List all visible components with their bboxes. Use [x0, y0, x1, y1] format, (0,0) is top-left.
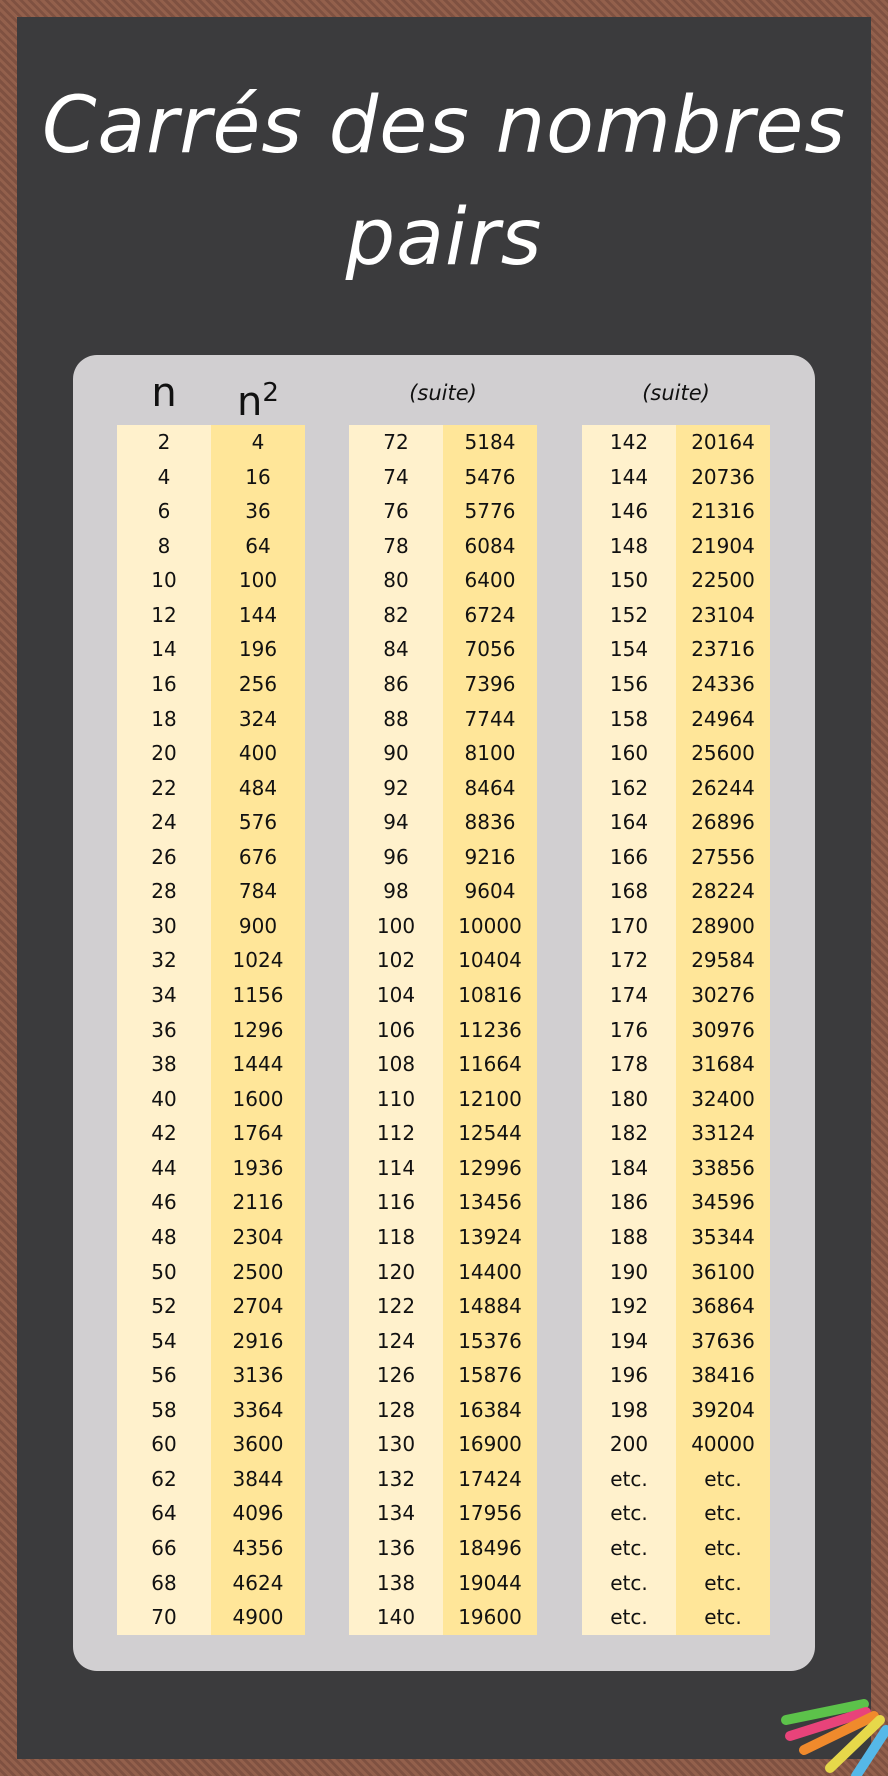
cell-square: 1156: [232, 983, 284, 1007]
cell-square: 144: [238, 602, 278, 627]
cell-n: 54: [151, 1328, 177, 1353]
cell-square: 20736: [691, 464, 755, 489]
cell-square: 24964: [691, 706, 755, 731]
cell-n: 18: [151, 706, 177, 731]
cell-n: 22: [151, 775, 177, 800]
cell-square: 1764: [232, 1121, 284, 1146]
cell-square: 1936: [232, 1155, 284, 1180]
cell-n: 176: [609, 1017, 649, 1042]
cell-n: 42: [151, 1121, 177, 1146]
cell-square: 14400: [458, 1259, 522, 1284]
cell-square: 196: [238, 637, 278, 662]
cell-n: 28: [151, 879, 177, 904]
cell-n: 122: [376, 1294, 416, 1319]
cell-n: 154: [609, 637, 649, 662]
cell-n: 68: [151, 1570, 177, 1595]
cell-square: 1600: [232, 1086, 284, 1111]
cell-square: 32400: [691, 1086, 755, 1111]
cell-n: 24: [151, 810, 177, 835]
cell-square: 34596: [691, 1190, 755, 1215]
cell-square: 400: [238, 741, 278, 766]
cell-square: 6084: [464, 533, 516, 558]
header-n: n: [151, 370, 177, 416]
cell-n: 12: [151, 602, 177, 627]
cell-square: etc.: [704, 1501, 742, 1526]
cell-square: 35344: [691, 1224, 755, 1249]
cell-square: 8464: [464, 775, 516, 800]
cell-square: 12100: [458, 1086, 522, 1111]
cell-square: 30276: [691, 983, 755, 1007]
cell-square: 1024: [232, 948, 284, 973]
cell-square: 23716: [691, 637, 755, 662]
cell-square: 484: [238, 775, 278, 800]
cell-square: 19044: [458, 1570, 522, 1595]
cell-square: 40000: [691, 1432, 755, 1457]
cell-n: 72: [383, 430, 409, 454]
cell-n: 66: [151, 1536, 177, 1560]
cell-square: 18496: [458, 1536, 522, 1560]
cell-n: 156: [609, 671, 649, 696]
cell-square: 16900: [458, 1432, 522, 1457]
cell-square: 14884: [458, 1294, 522, 1319]
cell-n: 180: [609, 1086, 649, 1111]
cell-n: 118: [376, 1224, 416, 1249]
cell-n: 138: [376, 1570, 416, 1595]
cell-n: 52: [151, 1294, 177, 1319]
cell-n: 186: [609, 1190, 649, 1215]
cell-square: 10000: [458, 913, 522, 938]
cell-n: 6: [157, 499, 171, 524]
cell-square: 15876: [458, 1363, 522, 1388]
cell-n: 112: [376, 1121, 416, 1146]
cell-square: etc.: [704, 1466, 742, 1491]
cell-square: 676: [238, 844, 278, 869]
cell-square: etc.: [704, 1570, 742, 1595]
cell-square: 10404: [458, 948, 522, 973]
cell-n: 178: [609, 1052, 649, 1077]
cell-n: 152: [609, 602, 649, 627]
cell-square: 9604: [464, 879, 516, 904]
cell-square: 11664: [458, 1052, 522, 1077]
cell-n: 90: [383, 741, 409, 766]
cell-n: 184: [609, 1155, 649, 1180]
cell-n: 134: [376, 1501, 416, 1526]
cell-square: 9216: [464, 844, 516, 869]
cell-n: 126: [376, 1363, 416, 1388]
cell-n: 196: [609, 1363, 649, 1388]
cell-n: 84: [383, 637, 409, 662]
cell-square: 4356: [232, 1536, 284, 1560]
cell-n: 106: [376, 1017, 416, 1042]
cell-n: 192: [609, 1294, 649, 1319]
cell-n: 148: [609, 533, 649, 558]
cell-n: etc.: [610, 1570, 648, 1595]
cell-n: 36: [151, 1017, 177, 1042]
cell-n: 108: [376, 1052, 416, 1077]
cell-square: 29584: [691, 948, 755, 973]
cell-square: 4096: [232, 1501, 284, 1526]
chalk-sticks-icon: [776, 1690, 888, 1776]
cell-n: 194: [609, 1328, 649, 1353]
cell-square: 17956: [458, 1501, 522, 1526]
cell-n: etc.: [610, 1605, 648, 1630]
cell-square: 16384: [458, 1397, 522, 1422]
cell-n: 174: [609, 983, 649, 1007]
cell-n: 4: [157, 464, 171, 489]
cell-n: 92: [383, 775, 409, 800]
cell-square: 30976: [691, 1017, 755, 1042]
cell-square: 8100: [464, 741, 516, 766]
cell-n: 86: [383, 671, 409, 696]
cell-square: 36: [245, 499, 271, 524]
cell-square: 3600: [232, 1432, 284, 1457]
cell-n: etc.: [610, 1536, 648, 1560]
cell-n: 128: [376, 1397, 416, 1422]
cell-n: 82: [383, 602, 409, 627]
cell-n: 38: [151, 1052, 177, 1077]
cell-square: 17424: [458, 1466, 522, 1491]
cell-square: 28900: [691, 913, 755, 938]
cell-square: 12544: [458, 1121, 522, 1146]
cell-square: 8836: [464, 810, 516, 835]
cell-square: 64: [245, 533, 271, 558]
cell-square: 1444: [232, 1052, 284, 1077]
header-suite-1: (suite): [409, 381, 477, 405]
cell-square: 19600: [458, 1605, 522, 1630]
cell-square: 36864: [691, 1294, 755, 1319]
cell-n: 166: [609, 844, 649, 869]
cell-square: etc.: [704, 1536, 742, 1560]
column-n-1: [117, 425, 211, 1635]
cell-n: 182: [609, 1121, 649, 1146]
cell-n: 116: [376, 1190, 416, 1215]
cell-square: 31684: [691, 1052, 755, 1077]
cell-square: 4900: [232, 1605, 284, 1630]
cell-n: 170: [609, 913, 649, 938]
cell-n: 40: [151, 1086, 177, 1111]
cell-n: 158: [609, 706, 649, 731]
cell-square: 100: [238, 568, 278, 593]
cell-square: 33856: [691, 1155, 755, 1180]
cell-square: 37636: [691, 1328, 755, 1353]
cell-square: 4: [251, 430, 265, 454]
column-square-2: [443, 425, 537, 1635]
cell-n: 160: [609, 741, 649, 766]
cell-n: 162: [609, 775, 649, 800]
cell-square: 24336: [691, 671, 755, 696]
cell-n: 130: [376, 1432, 416, 1457]
cell-n: 188: [609, 1224, 649, 1249]
cell-n: 80: [383, 568, 409, 593]
cell-square: 39204: [691, 1397, 755, 1422]
cell-n: 14: [151, 637, 177, 662]
cell-n: etc.: [610, 1501, 648, 1526]
cell-n: 120: [376, 1259, 416, 1284]
cell-square: 11236: [458, 1017, 522, 1042]
cell-square: 5476: [464, 464, 516, 489]
cell-n: 140: [376, 1605, 416, 1630]
cell-n: 62: [151, 1466, 177, 1491]
header-n-squared: [211, 373, 305, 425]
cell-n: 144: [609, 464, 649, 489]
cell-square: 7056: [464, 637, 516, 662]
cell-n: 114: [376, 1155, 416, 1180]
column-square-3: [676, 425, 770, 1635]
cell-square: 3844: [232, 1466, 284, 1491]
cell-n: 76: [383, 499, 409, 524]
cell-square: 256: [238, 671, 278, 696]
cell-square: 6400: [464, 568, 516, 593]
cell-n: 132: [376, 1466, 416, 1491]
cell-n: 8: [157, 533, 171, 558]
cell-n: 10: [151, 568, 177, 593]
cell-n: 164: [609, 810, 649, 835]
cell-n: 98: [383, 879, 409, 904]
cell-square: 2704: [232, 1294, 284, 1319]
cell-n: 58: [151, 1397, 177, 1422]
cell-n: 136: [376, 1536, 416, 1560]
cell-n: 104: [376, 983, 416, 1007]
cell-n: 100: [376, 913, 416, 938]
cell-square: 576: [238, 810, 278, 835]
cell-square: 2304: [232, 1224, 284, 1249]
cell-square: 4624: [232, 1570, 284, 1595]
cell-square: 21316: [691, 499, 755, 524]
cell-square: 3136: [232, 1363, 284, 1388]
cell-square: 20164: [691, 430, 755, 454]
cell-square: 5184: [464, 430, 516, 454]
cell-n: 64: [151, 1501, 177, 1526]
column-n-2: [349, 425, 443, 1635]
cell-n: 60: [151, 1432, 177, 1457]
page-title: [0, 70, 888, 294]
cell-n: 110: [376, 1086, 416, 1111]
cell-square: 28224: [691, 879, 755, 904]
cell-n: 190: [609, 1259, 649, 1284]
cell-square: 22500: [691, 568, 755, 593]
cell-square: 26244: [691, 775, 755, 800]
cell-square: 12996: [458, 1155, 522, 1180]
column-n-3: [582, 425, 676, 1635]
cell-n: 44: [151, 1155, 177, 1180]
cell-n: etc.: [610, 1466, 648, 1491]
cell-square: 33124: [691, 1121, 755, 1146]
cell-n: 150: [609, 568, 649, 593]
cell-square: 900: [238, 913, 278, 938]
cell-n: 142: [609, 430, 649, 454]
cell-n: 70: [151, 1605, 177, 1630]
cell-n: 198: [609, 1397, 649, 1422]
cell-square: 2116: [232, 1190, 284, 1215]
cell-square: 27556: [691, 844, 755, 869]
cell-n: 34: [151, 983, 177, 1007]
cell-n: 16: [151, 671, 177, 696]
cell-square: 7396: [464, 671, 516, 696]
cell-square: 25600: [691, 741, 755, 766]
cell-n: 20: [151, 741, 177, 766]
cell-square: 13924: [458, 1224, 522, 1249]
cell-square: 1296: [232, 1017, 284, 1042]
header-n-squared-exponent: 2: [262, 378, 279, 408]
cell-n: 30: [151, 913, 177, 938]
header-suite-2: (suite): [642, 381, 710, 405]
header-n-squared-base: n: [237, 379, 263, 425]
title-line-1: Carrés des nombres: [41, 81, 847, 171]
cell-square: 38416: [691, 1363, 755, 1388]
cell-square: 7744: [464, 706, 516, 731]
cell-n: 88: [383, 706, 409, 731]
cell-n: 168: [609, 879, 649, 904]
cell-square: 36100: [691, 1259, 755, 1284]
cell-square: 10816: [458, 983, 522, 1007]
cell-square: 3364: [232, 1397, 284, 1422]
cell-n: 172: [609, 948, 649, 973]
cell-square: 5776: [464, 499, 516, 524]
cell-n: 2: [157, 430, 171, 454]
cell-square: 324: [238, 706, 278, 731]
cell-n: 56: [151, 1363, 177, 1388]
cell-square: 26896: [691, 810, 755, 835]
cell-n: 94: [383, 810, 409, 835]
cell-square: 2916: [232, 1328, 284, 1353]
column-square-1: [211, 425, 305, 1635]
cell-square: 23104: [691, 602, 755, 627]
cell-n: 96: [383, 844, 409, 869]
cell-n: 146: [609, 499, 649, 524]
cell-square: 21904: [691, 533, 755, 558]
cell-square: 784: [238, 879, 278, 904]
cell-square: 15376: [458, 1328, 522, 1353]
cell-square: 6724: [464, 602, 516, 627]
cell-n: 26: [151, 844, 177, 869]
cell-n: 200: [609, 1432, 649, 1457]
cell-square: 2500: [232, 1259, 284, 1284]
title-line-2: pairs: [345, 193, 543, 283]
cell-n: 46: [151, 1190, 177, 1215]
cell-n: 74: [383, 464, 409, 489]
cell-square: etc.: [704, 1605, 742, 1630]
cell-n: 50: [151, 1259, 177, 1284]
cell-square: 16: [245, 464, 271, 489]
cell-n: 48: [151, 1224, 177, 1249]
cell-n: 102: [376, 948, 416, 973]
cell-n: 78: [383, 533, 409, 558]
cell-n: 124: [376, 1328, 416, 1353]
cell-n: 32: [151, 948, 177, 973]
cell-square: 13456: [458, 1190, 522, 1215]
